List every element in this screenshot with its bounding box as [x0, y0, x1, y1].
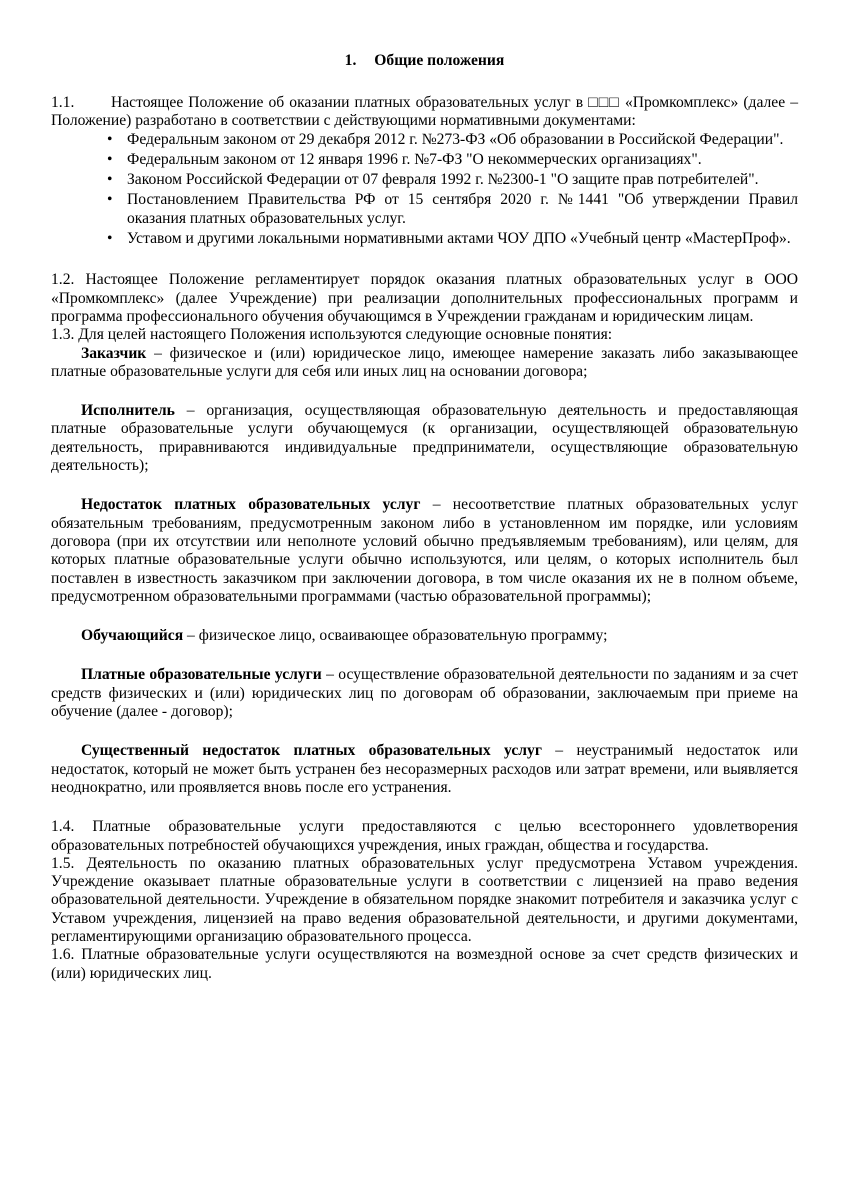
term-student: Обучающийся – физическое лицо, осваивающее образовательную программу;: [81, 627, 608, 645]
term-customer: Заказчик – физическое и (или) юридическое лицо, имеющее намерение заказать либо заказывающее платные образовательные услуги для себя или иных лиц на основании договора;: [51, 344, 798, 380]
paragraph-1-1-first-line: Настоящее Положение об оказании платных образовательных услуг в □□□: [111, 94, 620, 111]
term-executor: Исполнитель – организация, осуществляющая образовательную деятельность и предоставляющая платные образовательные услуги обучающемуся (к организации, осуществляющей образовательную деятельность, приравниваются индивидуальные предприниматели, осуществляющие образовательную деятельность);: [51, 402, 798, 475]
paragraph-1-5: 1.5. Деятельность по оказанию платных образовательных услуг предусмотрена Уставом учреждения. Учреждение оказывает платные образовательные услуги в соответствии с лицензией на право ведения образовательной деятельности. Учреждение в обязательном порядке знакомит потребителя и заказчика услуг с Уставом учреждения, лицензией на право ведения образовательной деятельности, и другими документами, регламентирующими организацию образовательного процесса.: [51, 854, 798, 945]
paragraph-1-3: 1.3. Для целей настоящего Положения используются следующие основные понятия:: [51, 326, 613, 344]
term-essential-defect: Существенный недостаток платных образовательных услуг – неустранимый недостаток или недостаток, который не может быть устранен без несоразмерных расходов или затрат времени, или выявляется неоднократно, или проявляется вновь после его устранения.: [51, 742, 798, 796]
list-item: • Уставом и другими локальными нормативными актами ЧОУ ДПО «Учебный центр «МастерПроф».: [107, 230, 791, 248]
paragraph-1-2: 1.2. Настоящее Положение регламентирует порядок оказания платных образовательных услуг в ООО «Промкомплекс» (далее Учреждение) при реализации дополнительных профессиональных программ и программа профессионального обучения обучающимся в Учреждении гражданам и юридическим лицам.: [51, 271, 798, 325]
list-item: • Постановлением Правительства РФ от 15 сентября 2020 г. №1441 "Об утверждении Правил оказания платных образовательных услуг.: [107, 191, 798, 227]
paragraph-1-4: 1.4. Платные образовательные услуги предоставляются с целью всестороннего удовлетворения образовательных потребностей обучающихся учреждения, иных граждан, общества и государства.: [51, 818, 798, 854]
document-page: [51, 50, 798, 983]
paragraph-1-1-rest: «Промкомплекс» (далее – Положение) разработано в соответствии с действующими нормативными документами:: [51, 94, 798, 130]
section-title: [51, 50, 798, 72]
bullet-icon: •: [107, 171, 113, 189]
normative-documents-list: [51, 131, 798, 249]
list-item: • Законом Российской Федерации от 07 февраля 1992 г. №2300-1 "О защите прав потребителей".: [107, 171, 759, 189]
spacer: [51, 606, 798, 627]
spacer: [51, 645, 798, 666]
spacer: [51, 475, 798, 496]
paragraph-1-1: [51, 94, 798, 131]
list-item: • Федеральным законом от 12 января 1996 г. №7-ФЗ "О некоммерческих организациях".: [107, 150, 702, 168]
spacer: [51, 250, 798, 271]
section-number: 1.: [344, 52, 357, 69]
section-title-text: Общие положения: [374, 52, 505, 69]
bullet-icon: •: [107, 191, 113, 209]
spacer: [51, 797, 798, 818]
spacer: [51, 381, 798, 402]
list-item: • Федеральным законом от 29 декабря 2012 г. №273-ФЗ «Об образовании в Российской Федерации".: [107, 130, 784, 148]
spacer: [51, 721, 798, 742]
paragraph-1-6: 1.6. Платные образовательные услуги осуществляются на возмездной основе за счет средств физических и (или) юридических лиц.: [51, 946, 798, 982]
bullet-icon: •: [107, 230, 113, 248]
term-paid-services: Платные образовательные услуги – осуществление образовательной деятельности по заданиям и за счет средств физических и (или) юридических лиц по договорам об образовании, заключаемым при приеме на обучение (далее - договор);: [51, 666, 798, 721]
term-service-defect: Недостаток платных образовательных услуг – несоответствие платных образовательных услуг обязательным требованиям, предусмотренным законом либо в установленном им порядке, или условиям договора (при их отсутствии или неполноте условий обычно предъявляемым требованиям), или целям, для которых платные образовательные услуги обычно используются, или целям, о которых исполнитель был поставлен в известность заказчиком при заключении договора, в том числе оказания их не в полном объеме, предусмотренном образовательными программами (частью образовательной программы);: [51, 496, 798, 605]
bullet-icon: •: [107, 130, 113, 148]
paragraph-1-1-number: 1.1.: [51, 94, 75, 111]
bullet-icon: •: [107, 150, 113, 168]
